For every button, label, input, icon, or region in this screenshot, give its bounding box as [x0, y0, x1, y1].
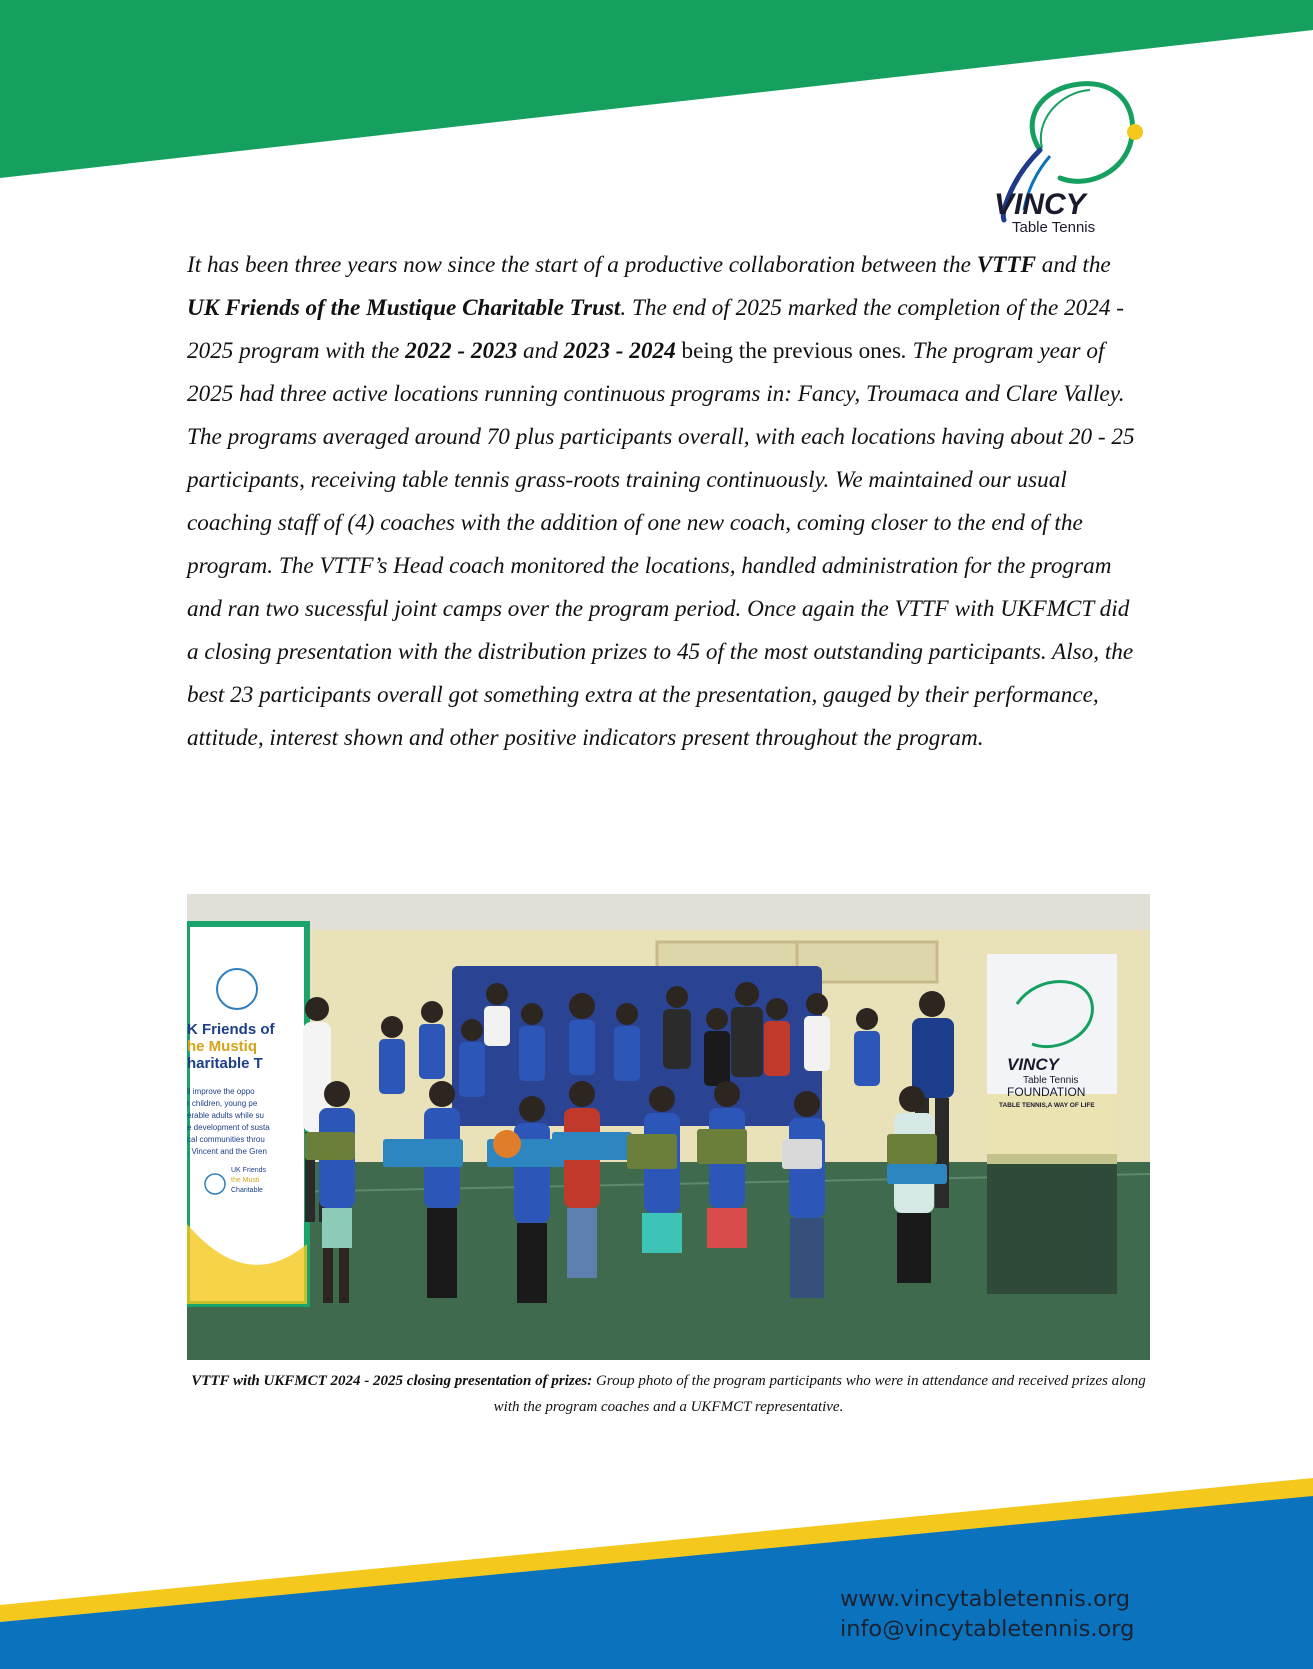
right-banner-tagline: TABLE TENNIS,A WAY OF LIFE	[999, 1102, 1095, 1109]
logo-brand: VINCY	[994, 188, 1086, 221]
left-banner-desc-2: r children, young pe	[187, 1099, 258, 1108]
left-banner-mini-1: UK Friends	[231, 1167, 267, 1174]
left-banner-desc-6: . Vincent and the Gren	[187, 1147, 267, 1156]
body-text-2: and the	[1036, 252, 1111, 278]
body-bold-2022: 2022 - 2023	[405, 338, 518, 364]
footer-contact	[840, 1584, 1134, 1644]
footer-email[interactable]: info@vincytabletennis.org	[840, 1616, 1135, 1642]
body-paragraph	[187, 244, 1137, 760]
left-banner-mini-2: the Musti	[231, 1177, 260, 1184]
ball-icon	[1127, 124, 1143, 140]
body-text-5: being the previous ones	[675, 338, 902, 364]
body-text-3: . The end of 2025 marked the completion of the 2024 - 2025 program with the	[187, 295, 1124, 364]
person-adult-center-1	[663, 986, 691, 1069]
body-bold-ukfmct: UK Friends of the Mustique Charitable Trust	[187, 295, 621, 321]
left-banner-org-1: K Friends of	[187, 1021, 275, 1038]
body-text-4: and	[517, 338, 564, 364]
left-banner-desc-1: ll improve the oppo	[187, 1087, 255, 1096]
footer-website[interactable]: www.vincytabletennis.org	[840, 1586, 1131, 1612]
body-bold-vttf: VTTF	[976, 252, 1036, 278]
caption-text: Group photo of the program participants who were in attendance and received prizes along with the program coaches and a UKFMCT representative.	[493, 1373, 1146, 1415]
left-banner	[187, 924, 307, 1304]
left-banner-mini-3: Charitable	[231, 1187, 263, 1194]
photo-caption	[187, 1368, 1150, 1420]
person-adult-center-2	[731, 982, 763, 1077]
caption-bold: VTTF with UKFMCT 2024 - 2025 closing presentation of prizes:	[191, 1373, 593, 1389]
right-banner-line2: Table Tennis	[1023, 1075, 1079, 1086]
logo-subtitle: Table Tennis	[1012, 219, 1096, 236]
right-banner-line3: FOUNDATION	[1007, 1085, 1086, 1099]
left-banner-org-3: haritable T	[187, 1055, 263, 1072]
right-banner-brand: VINCY	[1007, 1055, 1059, 1074]
left-banner-desc-4: e development of susta	[187, 1123, 270, 1132]
body-bold-2023: 2023 - 2024	[563, 338, 676, 364]
left-banner-org-2: he Mustiq	[187, 1038, 257, 1055]
left-banner-desc-5: cal communities throu	[187, 1135, 265, 1144]
group-photo	[187, 894, 1150, 1360]
left-banner-desc-3: erable adults while su	[187, 1111, 264, 1120]
photo-ceiling	[187, 894, 1150, 930]
vincy-logo	[980, 70, 1155, 240]
body-text-1: It has been three years now since the start of a productive collaboration between the	[187, 252, 977, 278]
right-banner	[987, 954, 1117, 1294]
paddle-blade-outline	[1032, 84, 1132, 182]
body-text-6: . The program year of 2025 had three active locations running continuous programs in: Fancy, Troumaca and Clare Valley. The programs averaged around 70 plus participants overall, with each locations having about 20 - 25 participants, receiving table tennis grass-roots training continuously. We maintained our usual coaching staff of (4) coaches with the addition of one new coach, coming closer to the end of the program. The VTTF’s Head coach monitored the locations, handled administration for the program and ran two sucessful joint camps over the program period. Once again the VTTF with UKFMCT did a closing presentation with the distribution prizes to 45 of the most outstanding participants. Also, the best 23 participants overall got something extra at the presentation, gauged by their performance, attitude, interest shown and other positive indicators present throughout the program.	[187, 338, 1135, 751]
